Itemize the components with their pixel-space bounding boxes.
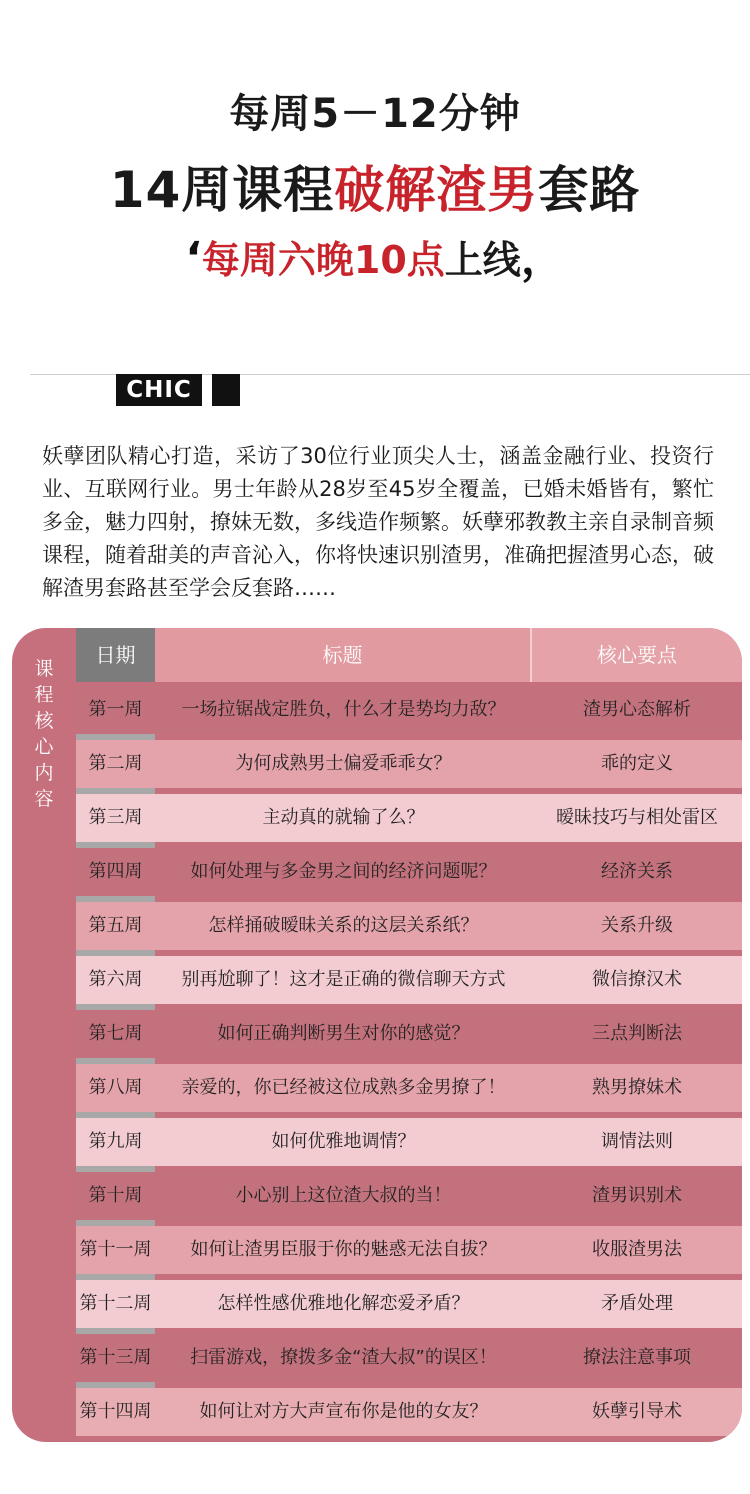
key-point-cell: 渣男心态解析 [583, 699, 691, 720]
launch-time-highlight: 每周六晚10点 [201, 238, 445, 282]
week-cell: 第十一周 [79, 1239, 152, 1260]
key-point-cell: 矛盾处理 [601, 1293, 673, 1314]
title-cell: 如何优雅地调情？ [271, 1131, 416, 1152]
course-headline-highlight: 破解渣男 [334, 161, 539, 219]
key-point-cell: 微信撩汉术 [592, 969, 682, 990]
week-cell: 第十周 [88, 1185, 143, 1206]
key-point-cell: 收服渣男法 [592, 1239, 682, 1260]
intro-paragraph: 妖孽团队精心打造，采访了30位行业顶尖人士，涵盖金融行业、投资行业、互联网行业。男士年龄从28岁至45岁全覆盖，已婚未婚皆有，繁忙多金，魅力四射，撩妹无数，多线造作频繁。妖孽邪教教主亲自录制音频课程，随着甜美的声音沁入，你将快速识别渣男，准确把握渣男心态，破解渣男套路甚至学会反套路…… [42, 444, 714, 600]
table-row [76, 686, 742, 734]
schedule-headline: 每周5－12分钟 [229, 91, 521, 137]
week-cell: 第五周 [88, 915, 143, 936]
panel-title-char: 心 [34, 736, 54, 758]
key-point-cell: 撩法注意事项 [583, 1347, 691, 1368]
week-cell: 第一周 [88, 699, 143, 720]
key-point-cell: 调情法则 [601, 1131, 673, 1152]
table-header [76, 628, 742, 682]
header-date: 日期 [76, 628, 155, 682]
table-row [76, 956, 742, 1004]
table-row [76, 1388, 742, 1436]
week-cell: 第八周 [88, 1077, 143, 1098]
title-cell: 如何处理与多金男之间的经济问题呢？ [190, 861, 497, 882]
table-row [76, 1064, 742, 1112]
title-cell: 小心别上这位渣大叔的当！ [235, 1185, 452, 1206]
course-headline-pre: 14周课程 [109, 161, 335, 219]
week-cell: 第六周 [88, 969, 143, 990]
table-row [76, 740, 742, 788]
course-content-panel [12, 628, 742, 1442]
title-cell: 为何成熟男士偏爱乖乖女？ [235, 753, 452, 774]
table-row [76, 1172, 742, 1220]
title-cell: 亲爱的，你已经被这位成熟多金男撩了！ [181, 1077, 506, 1098]
week-cell: 第七周 [88, 1023, 143, 1044]
key-point-cell: 三点判断法 [592, 1023, 682, 1044]
key-point-cell: 渣男识别术 [592, 1185, 682, 1206]
key-point-cell: 关系升级 [601, 915, 673, 936]
week-cell: 第四周 [88, 861, 143, 882]
week-cell: 第三周 [88, 807, 143, 828]
key-point-cell: 经济关系 [601, 861, 673, 882]
table-row [76, 1280, 742, 1328]
title-cell: 一场拉锯战定胜负，什么才是势均力敌？ [181, 699, 506, 720]
panel-title-char: 课 [34, 658, 54, 680]
week-cell: 第二周 [88, 753, 143, 774]
title-cell: 怎样捅破暧昧关系的这层关系纸？ [208, 915, 479, 936]
title-cell: 扫雷游戏，撩拨多金“渣大叔”的误区！ [190, 1347, 497, 1368]
week-cell: 第十三周 [79, 1347, 152, 1368]
key-point-cell: 熟男撩妹术 [592, 1077, 682, 1098]
table-row [76, 1010, 742, 1058]
table-row [76, 848, 742, 896]
launch-time-headline [0, 222, 750, 286]
badge-block [212, 374, 240, 406]
title-cell: 如何正确判断男生对你的感觉？ [217, 1023, 470, 1044]
promo-header [0, 0, 750, 372]
week-cell: 第九周 [88, 1131, 143, 1152]
course-headline-post: 套路 [538, 161, 641, 219]
header-title: 标题 [155, 628, 532, 682]
key-point-cell: 妖孽引导术 [592, 1401, 682, 1422]
table-row [76, 1226, 742, 1274]
title-cell: 主动真的就输了么？ [262, 807, 425, 828]
key-point-cell: 暧昧技巧与相处雷区 [556, 807, 718, 828]
course-headline [0, 150, 750, 222]
table-row [76, 902, 742, 950]
header-key-points: 核心要点 [532, 628, 742, 682]
launch-time-post: 上线 [444, 238, 521, 282]
table-row [76, 1118, 742, 1166]
panel-title-char: 程 [34, 684, 54, 706]
close-quote: ， [520, 233, 565, 284]
panel-title-char: 内 [34, 762, 54, 784]
table-row [76, 794, 742, 842]
title-cell: 如何让对方大声宣布你是他的女友？ [199, 1401, 488, 1422]
panel-title-char: 容 [34, 788, 54, 810]
panel-vertical-title [12, 656, 76, 812]
title-cell: 怎样性感优雅地化解恋爱矛盾？ [217, 1293, 470, 1314]
table-row [76, 1334, 742, 1382]
title-cell: 别再尬聊了！这才是正确的微信聊天方式 [181, 969, 506, 990]
key-point-cell: 乖的定义 [601, 753, 673, 774]
title-cell: 如何让渣男臣服于你的魅惑无法自拔？ [190, 1239, 497, 1260]
chic-badge: CHIC [116, 374, 202, 406]
week-cell: 第十四周 [79, 1401, 152, 1422]
week-cell: 第十二周 [79, 1293, 152, 1314]
panel-title-char: 核 [34, 710, 54, 732]
open-quote: ‘ [185, 233, 202, 284]
